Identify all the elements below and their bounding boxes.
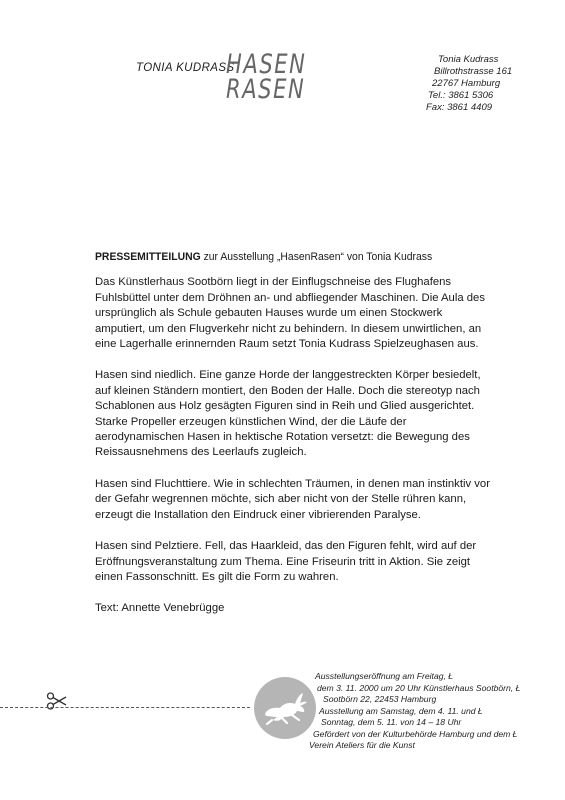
- address-line: 22767 Hamburg: [432, 78, 501, 89]
- exhibition-info-line: dem 3. 11. 2000 um 20 Uhr Künstlerhaus Sootbörn, Ł: [317, 682, 521, 693]
- logo-line-1: HASEN: [226, 49, 307, 80]
- scissors-icon: [46, 690, 68, 712]
- press-release-label: PRESSEMITTEILUNG: [95, 251, 201, 263]
- paragraph: Hasen sind Pelztiere. Fell, das Haarkleid, das den Figuren fehlt, wird auf der Eröffnungsveranstaltung zum Thema. Eine Friseurin tritt in Aktion. Sie zeigt einen Fassonschnitt. Es gilt die Form zu wahren.: [95, 540, 477, 583]
- exhibition-info-line: Ausstellungseröffnung am Freitag, Ł: [315, 671, 454, 681]
- cut-here-line: [0, 707, 250, 708]
- exhibition-info-line: Ausstellung am Samstag, dem 4. 11. und Ł: [319, 705, 483, 716]
- address-line: Tonia Kudrass: [438, 54, 499, 65]
- hasenrasen-logo: [226, 49, 307, 105]
- press-release-subject: zur Ausstellung „HasenRasen“ von Tonia Kudrass: [200, 251, 433, 263]
- author-credit: Text: Annette Venebrügge: [95, 602, 225, 615]
- artist-name: TONIA KUDRASS: [136, 62, 235, 74]
- address-line: Tel.: 3861 5306: [428, 90, 494, 101]
- address-line: Billrothstrasse 161: [434, 66, 513, 77]
- press-release-body: [95, 250, 495, 617]
- exhibition-info-line: Sonntag, dem 5. 11. von 14 – 18 Uhr: [321, 717, 462, 727]
- exhibition-info-line: Gefördert von der Kulturbehörde Hamburg und dem Ł: [313, 728, 518, 739]
- paragraph: Hasen sind niedlich. Eine ganze Horde der langgestreckten Körper besiedelt, auf kleinen Ständern montiert, den Boden der Halle. Doch die stereotyp nach Schablonen aus Holz gesägten Figuren sind in Reih und Glied ausgerichtet. Starke Propeller erzeugen künstlichen Wind, der die Läufe der aerodynamischen Hasen in hektische Rotation versetzt: die Bewegung des Reissausnehmens des Leerlaufs zugleich.: [95, 369, 481, 459]
- exhibition-info-line: Verein Ateliers für die Kunst: [309, 740, 415, 750]
- exhibition-info: [309, 671, 565, 752]
- address-line: Fax: 3861 4409: [426, 102, 493, 113]
- press-release-title: [95, 250, 463, 265]
- paragraph: Hasen sind Fluchttiere. Wie in schlechten Träumen, in denen man instinktiv vor der Gefahr wegrennen möchte, sich aber nicht von der Stelle rühren kann, erzeugt die Installation den Eindruck einer vibrierenden Paralyse.: [95, 477, 490, 521]
- logo-line-2: RASEN: [226, 74, 306, 105]
- hare-stamp-icon: [253, 676, 317, 740]
- contact-address: [424, 54, 512, 114]
- exhibition-info-line: Sootbörn 22, 22453 Hamburg: [323, 694, 437, 704]
- paragraph: Das Künstlerhaus Sootbörn liegt in der Einflugschneise des Flughafens Fuhlsbüttel unter dem Dröhnen an- und abfliegender Maschinen. Die Aula des ursprünglich als Schule gebauten Hauses wurde um einen Stockwerk amputiert, um den Flugverkehr nicht zu behindern. In diesem unwirtlichen, an eine Lagerhalle erinnernden Raum setzt Tonia Kudrass Spielzeughasen aus.: [95, 276, 485, 351]
